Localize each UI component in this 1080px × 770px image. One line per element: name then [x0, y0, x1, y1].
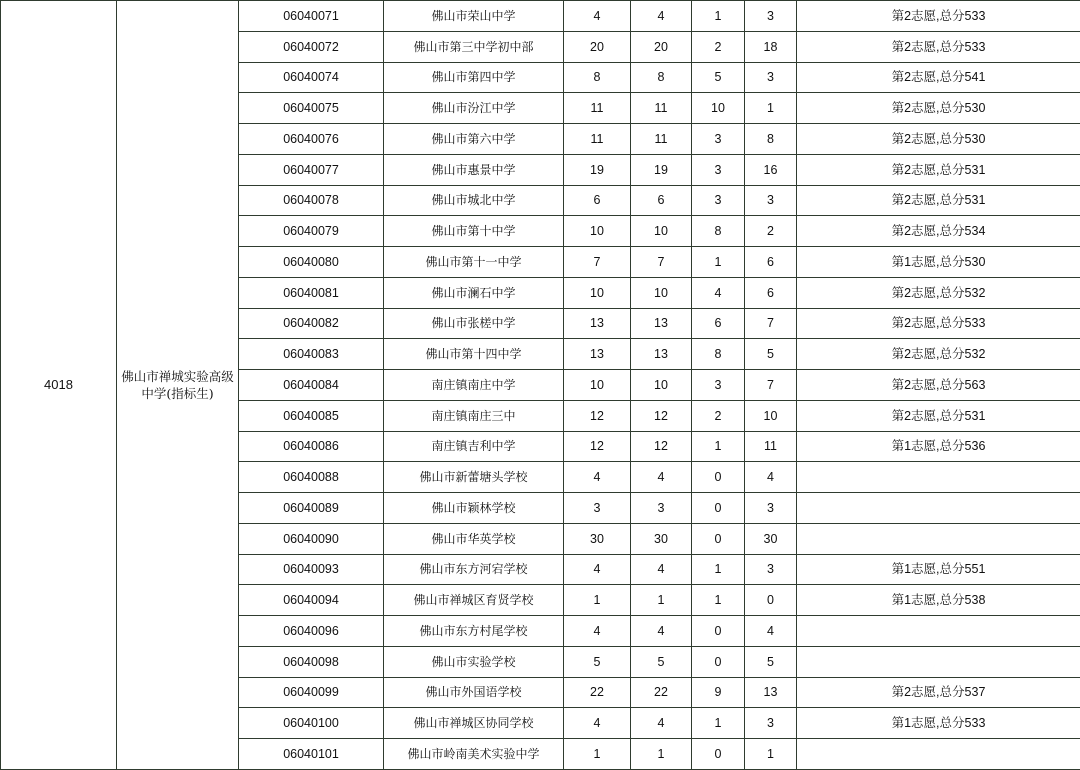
admitted-cell: 8 — [692, 339, 745, 370]
quota-cell: 11 — [564, 124, 631, 155]
remark-cell: 第2志愿,总分531 — [797, 154, 1080, 185]
remaining-cell: 3 — [745, 493, 797, 524]
plan-cell: 10 — [631, 277, 692, 308]
plan-cell: 1 — [631, 585, 692, 616]
admitted-cell: 0 — [692, 739, 745, 770]
school-code-cell: 06040079 — [239, 216, 384, 247]
remaining-cell: 13 — [745, 677, 797, 708]
school-code-cell: 06040076 — [239, 124, 384, 155]
remaining-cell: 6 — [745, 277, 797, 308]
plan-cell: 4 — [631, 708, 692, 739]
plan-cell: 4 — [631, 462, 692, 493]
plan-cell: 10 — [631, 370, 692, 401]
school-code-cell: 06040099 — [239, 677, 384, 708]
remaining-cell: 30 — [745, 523, 797, 554]
quota-cell: 22 — [564, 677, 631, 708]
plan-cell: 4 — [631, 616, 692, 647]
remaining-cell: 7 — [745, 370, 797, 401]
school-code-cell: 06040089 — [239, 493, 384, 524]
quota-cell: 4 — [564, 462, 631, 493]
plan-cell: 3 — [631, 493, 692, 524]
remark-cell: 第2志愿,总分533 — [797, 308, 1080, 339]
admitted-cell: 0 — [692, 493, 745, 524]
remark-cell: 第1志愿,总分551 — [797, 554, 1080, 585]
plan-cell: 12 — [631, 400, 692, 431]
plan-cell: 19 — [631, 154, 692, 185]
plan-cell: 22 — [631, 677, 692, 708]
school-name-cell: 佛山市第六中学 — [384, 124, 564, 155]
school-name-cell: 佛山市新蕾塘头学校 — [384, 462, 564, 493]
school-name-cell: 佛山市华英学校 — [384, 523, 564, 554]
school-code-cell: 06040074 — [239, 62, 384, 93]
school-code-cell: 06040080 — [239, 247, 384, 278]
remaining-cell: 3 — [745, 1, 797, 32]
plan-cell: 13 — [631, 308, 692, 339]
admitted-cell: 6 — [692, 308, 745, 339]
school-name-cell: 佛山市实验学校 — [384, 646, 564, 677]
school-code-cell: 06040077 — [239, 154, 384, 185]
plan-cell: 4 — [631, 1, 692, 32]
school-name-cell: 佛山市东方河宕学校 — [384, 554, 564, 585]
admitted-cell: 1 — [692, 1, 745, 32]
admitted-cell: 1 — [692, 247, 745, 278]
quota-cell: 10 — [564, 370, 631, 401]
school-code-cell: 06040082 — [239, 308, 384, 339]
school-code-cell: 06040072 — [239, 31, 384, 62]
remaining-cell: 3 — [745, 554, 797, 585]
remark-cell: 第2志愿,总分531 — [797, 400, 1080, 431]
admitted-cell: 3 — [692, 370, 745, 401]
plan-cell: 12 — [631, 431, 692, 462]
admitted-cell: 3 — [692, 185, 745, 216]
remark-cell: 第2志愿,总分532 — [797, 339, 1080, 370]
remaining-cell: 3 — [745, 185, 797, 216]
school-code-cell: 06040093 — [239, 554, 384, 585]
quota-cell: 13 — [564, 339, 631, 370]
quota-cell: 8 — [564, 62, 631, 93]
remaining-cell: 7 — [745, 308, 797, 339]
remark-cell — [797, 523, 1080, 554]
school-name-cell: 佛山市外国语学校 — [384, 677, 564, 708]
remaining-cell: 1 — [745, 739, 797, 770]
plan-cell: 7 — [631, 247, 692, 278]
school-code-cell: 06040075 — [239, 93, 384, 124]
remaining-cell: 11 — [745, 431, 797, 462]
plan-cell: 4 — [631, 554, 692, 585]
plan-cell: 10 — [631, 216, 692, 247]
remark-cell: 第2志愿,总分533 — [797, 1, 1080, 32]
plan-cell: 8 — [631, 62, 692, 93]
remark-cell: 第2志愿,总分532 — [797, 277, 1080, 308]
remark-cell: 第2志愿,总分541 — [797, 62, 1080, 93]
school-name-cell: 佛山市颖林学校 — [384, 493, 564, 524]
school-name-cell: 佛山市禅城区协同学校 — [384, 708, 564, 739]
remark-cell — [797, 739, 1080, 770]
school-name-cell: 南庄镇南庄三中 — [384, 400, 564, 431]
school-code-cell: 06040071 — [239, 1, 384, 32]
plan-cell: 6 — [631, 185, 692, 216]
remaining-cell: 2 — [745, 216, 797, 247]
plan-cell: 30 — [631, 523, 692, 554]
quota-cell: 4 — [564, 708, 631, 739]
quota-cell: 1 — [564, 739, 631, 770]
quota-cell: 11 — [564, 93, 631, 124]
table-row — [1, 1, 1080, 32]
quota-cell: 19 — [564, 154, 631, 185]
remark-cell — [797, 616, 1080, 647]
remaining-cell: 18 — [745, 31, 797, 62]
plan-cell: 1 — [631, 739, 692, 770]
admitted-cell: 2 — [692, 400, 745, 431]
quota-cell: 4 — [564, 554, 631, 585]
quota-cell: 5 — [564, 646, 631, 677]
remark-cell: 第1志愿,总分536 — [797, 431, 1080, 462]
admitted-cell: 0 — [692, 462, 745, 493]
school-name-cell: 佛山市第四中学 — [384, 62, 564, 93]
admitted-cell: 0 — [692, 646, 745, 677]
remark-cell: 第2志愿,总分563 — [797, 370, 1080, 401]
quota-cell: 4 — [564, 616, 631, 647]
quota-cell: 6 — [564, 185, 631, 216]
school-code-cell: 06040096 — [239, 616, 384, 647]
plan-cell: 13 — [631, 339, 692, 370]
batch-code-cell: 4018 — [1, 1, 117, 770]
remaining-cell: 10 — [745, 400, 797, 431]
admitted-cell: 4 — [692, 277, 745, 308]
school-name-cell: 南庄镇南庄中学 — [384, 370, 564, 401]
school-name-cell: 佛山市澜石中学 — [384, 277, 564, 308]
school-name-cell: 佛山市城北中学 — [384, 185, 564, 216]
table-body — [1, 1, 1080, 770]
school-name-cell: 佛山市第十一中学 — [384, 247, 564, 278]
school-name-cell: 佛山市汾江中学 — [384, 93, 564, 124]
plan-cell: 20 — [631, 31, 692, 62]
remaining-cell: 3 — [745, 708, 797, 739]
quota-cell: 12 — [564, 431, 631, 462]
school-code-cell: 06040100 — [239, 708, 384, 739]
admitted-cell: 0 — [692, 616, 745, 647]
school-code-cell: 06040098 — [239, 646, 384, 677]
school-code-cell: 06040086 — [239, 431, 384, 462]
quota-cell: 20 — [564, 31, 631, 62]
quota-cell: 13 — [564, 308, 631, 339]
remark-cell: 第2志愿,总分537 — [797, 677, 1080, 708]
admitted-cell: 5 — [692, 62, 745, 93]
school-name-cell: 佛山市惠景中学 — [384, 154, 564, 185]
admitted-cell: 8 — [692, 216, 745, 247]
remaining-cell: 4 — [745, 616, 797, 647]
plan-cell: 11 — [631, 93, 692, 124]
school-code-cell: 06040090 — [239, 523, 384, 554]
admitted-cell: 9 — [692, 677, 745, 708]
school-name-cell: 佛山市岭南美术实验中学 — [384, 739, 564, 770]
remaining-cell: 8 — [745, 124, 797, 155]
admitted-cell: 0 — [692, 523, 745, 554]
quota-cell: 12 — [564, 400, 631, 431]
admitted-cell: 1 — [692, 585, 745, 616]
quota-cell: 3 — [564, 493, 631, 524]
remaining-cell: 6 — [745, 247, 797, 278]
quota-cell: 1 — [564, 585, 631, 616]
remark-cell: 第1志愿,总分530 — [797, 247, 1080, 278]
admitted-cell: 1 — [692, 554, 745, 585]
school-name-cell: 佛山市东方村尾学校 — [384, 616, 564, 647]
school-code-cell: 06040094 — [239, 585, 384, 616]
quota-cell: 10 — [564, 216, 631, 247]
remark-cell: 第2志愿,总分531 — [797, 185, 1080, 216]
remaining-cell: 0 — [745, 585, 797, 616]
school-code-cell: 06040101 — [239, 739, 384, 770]
remark-cell: 第2志愿,总分530 — [797, 124, 1080, 155]
quota-cell: 10 — [564, 277, 631, 308]
quota-cell: 30 — [564, 523, 631, 554]
remark-cell: 第1志愿,总分538 — [797, 585, 1080, 616]
school-code-cell: 06040081 — [239, 277, 384, 308]
school-code-cell: 06040078 — [239, 185, 384, 216]
admitted-cell: 2 — [692, 31, 745, 62]
admitted-cell: 1 — [692, 431, 745, 462]
remaining-cell: 1 — [745, 93, 797, 124]
admitted-cell: 10 — [692, 93, 745, 124]
remark-cell — [797, 646, 1080, 677]
remark-cell: 第2志愿,总分533 — [797, 31, 1080, 62]
school-name-cell: 佛山市第十中学 — [384, 216, 564, 247]
school-code-cell: 06040084 — [239, 370, 384, 401]
admitted-cell: 1 — [692, 708, 745, 739]
remaining-cell: 4 — [745, 462, 797, 493]
quota-cell: 7 — [564, 247, 631, 278]
remark-cell: 第2志愿,总分534 — [797, 216, 1080, 247]
school-name-cell: 佛山市第十四中学 — [384, 339, 564, 370]
remaining-cell: 3 — [745, 62, 797, 93]
admitted-cell: 3 — [692, 124, 745, 155]
plan-cell: 5 — [631, 646, 692, 677]
remaining-cell: 5 — [745, 339, 797, 370]
remark-cell — [797, 493, 1080, 524]
remaining-cell: 16 — [745, 154, 797, 185]
remark-cell: 第1志愿,总分533 — [797, 708, 1080, 739]
school-name-cell: 佛山市第三中学初中部 — [384, 31, 564, 62]
school-name-cell: 佛山市荣山中学 — [384, 1, 564, 32]
school-code-cell: 06040085 — [239, 400, 384, 431]
target-school-cell: 佛山市禅城实验高级中学(指标生) — [117, 1, 239, 770]
admitted-cell: 3 — [692, 154, 745, 185]
remark-cell — [797, 462, 1080, 493]
remark-cell: 第2志愿,总分530 — [797, 93, 1080, 124]
plan-cell: 11 — [631, 124, 692, 155]
school-name-cell: 佛山市张槎中学 — [384, 308, 564, 339]
school-code-cell: 06040088 — [239, 462, 384, 493]
school-code-cell: 06040083 — [239, 339, 384, 370]
school-name-cell: 南庄镇吉利中学 — [384, 431, 564, 462]
school-name-cell: 佛山市禅城区育贤学校 — [384, 585, 564, 616]
remaining-cell: 5 — [745, 646, 797, 677]
quota-cell: 4 — [564, 1, 631, 32]
